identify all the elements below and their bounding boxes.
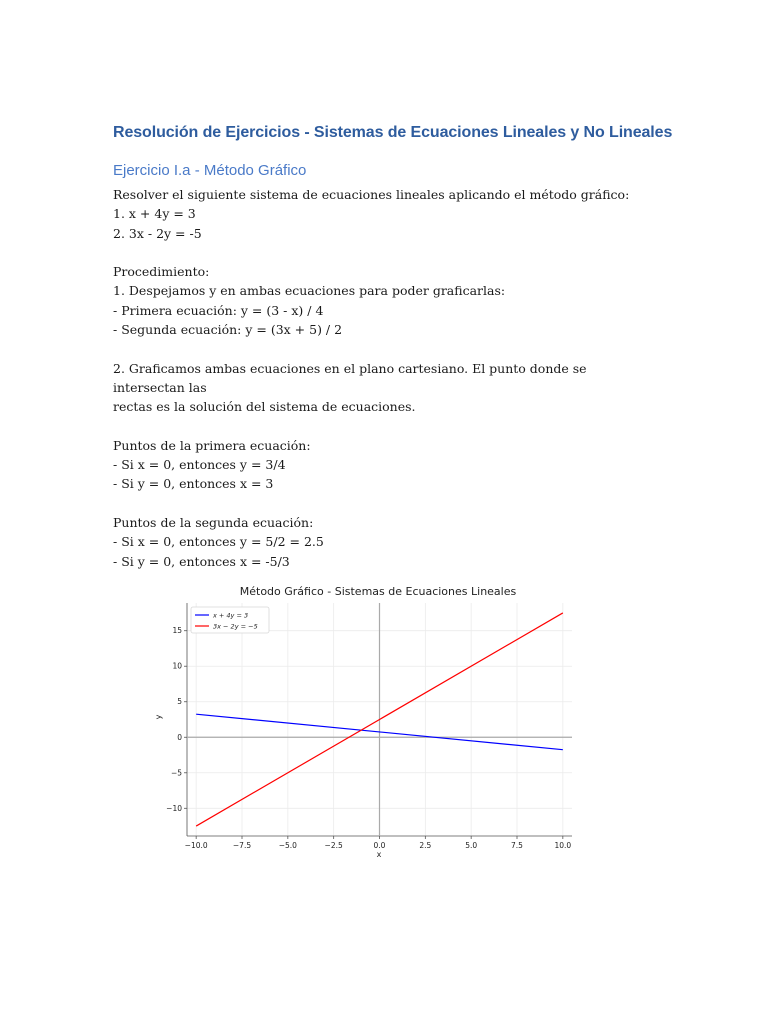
step-1: 1. Despejamos y en ambas ecuaciones para poder graficarlas: — [113, 283, 506, 299]
x-tick-label: 2.5 — [419, 841, 432, 850]
chart-title: Método Gráfico - Sistemas de Ecuaciones Lineales — [239, 585, 517, 598]
y-tick-label: −10 — [166, 803, 182, 813]
legend-label-2: 3x − 2y = −5 — [213, 622, 258, 631]
intro-text: Resolver el siguiente sistema de ecuaciones lineales aplicando el método gráfico: — [113, 187, 630, 202]
line-chart — [140, 560, 620, 865]
step-1-second-equation: - Segunda ecuación: y = (3x + 5) / 2 — [113, 322, 343, 338]
points-1-a: - Si x = 0, entonces y = 3/4 — [113, 457, 286, 473]
y-tick-label: 0 — [177, 732, 182, 742]
equation-2: 2. 3x - 2y = -5 — [113, 225, 202, 241]
y-tick-label: 5 — [177, 697, 182, 707]
equation-1: 1. x + 4y = 3 — [113, 206, 196, 222]
procedure-heading: Procedimiento: — [113, 264, 210, 280]
y-tick-label: 10 — [172, 661, 182, 671]
x-tick-label: −7.5 — [232, 841, 252, 850]
step-2-line-2: rectas es la solución del sistema de ecuaciones. — [113, 399, 416, 415]
exercise-heading: Ejercicio I.a - Método Gráfico — [113, 162, 307, 179]
document-title: Resolución de Ejercicios - Sistemas de Ecuaciones Lineales y No Lineales — [113, 124, 673, 141]
points-2-heading: Puntos de la segunda ecuación: — [113, 515, 314, 531]
document-body — [113, 185, 643, 571]
points-2-a: - Si x = 0, entonces y = 5/2 = 2.5 — [113, 534, 324, 550]
step-2-line-1: 2. Graficamos ambas ecuaciones en el plano cartesiano. El punto donde se intersectan las — [113, 360, 587, 395]
x-tick-label: −2.5 — [324, 841, 343, 850]
points-1-heading: Puntos de la primera ecuación: — [113, 437, 311, 453]
x-tick-label: −5.0 — [278, 841, 297, 850]
legend-label-1: x + 4y = 3 — [213, 611, 249, 620]
y-tick-label: 15 — [172, 626, 182, 636]
chart-x-label: x — [376, 850, 382, 859]
points-1-b: - Si y = 0, entonces x = 3 — [113, 476, 274, 492]
x-tick-label: 7.5 — [511, 841, 523, 850]
step-1-first-equation: - Primera ecuación: y = (3 - x) / 4 — [113, 302, 324, 318]
x-tick-label: 5.0 — [465, 841, 478, 850]
x-tick-label: 10.0 — [554, 841, 572, 850]
x-tick-label: 0.0 — [373, 841, 386, 850]
chart-y-label: y — [154, 714, 163, 720]
points-2-b: - Si y = 0, entonces x = -5/3 — [113, 553, 290, 569]
x-tick-label: −10.0 — [184, 841, 208, 850]
y-tick-label: −5 — [170, 768, 182, 778]
